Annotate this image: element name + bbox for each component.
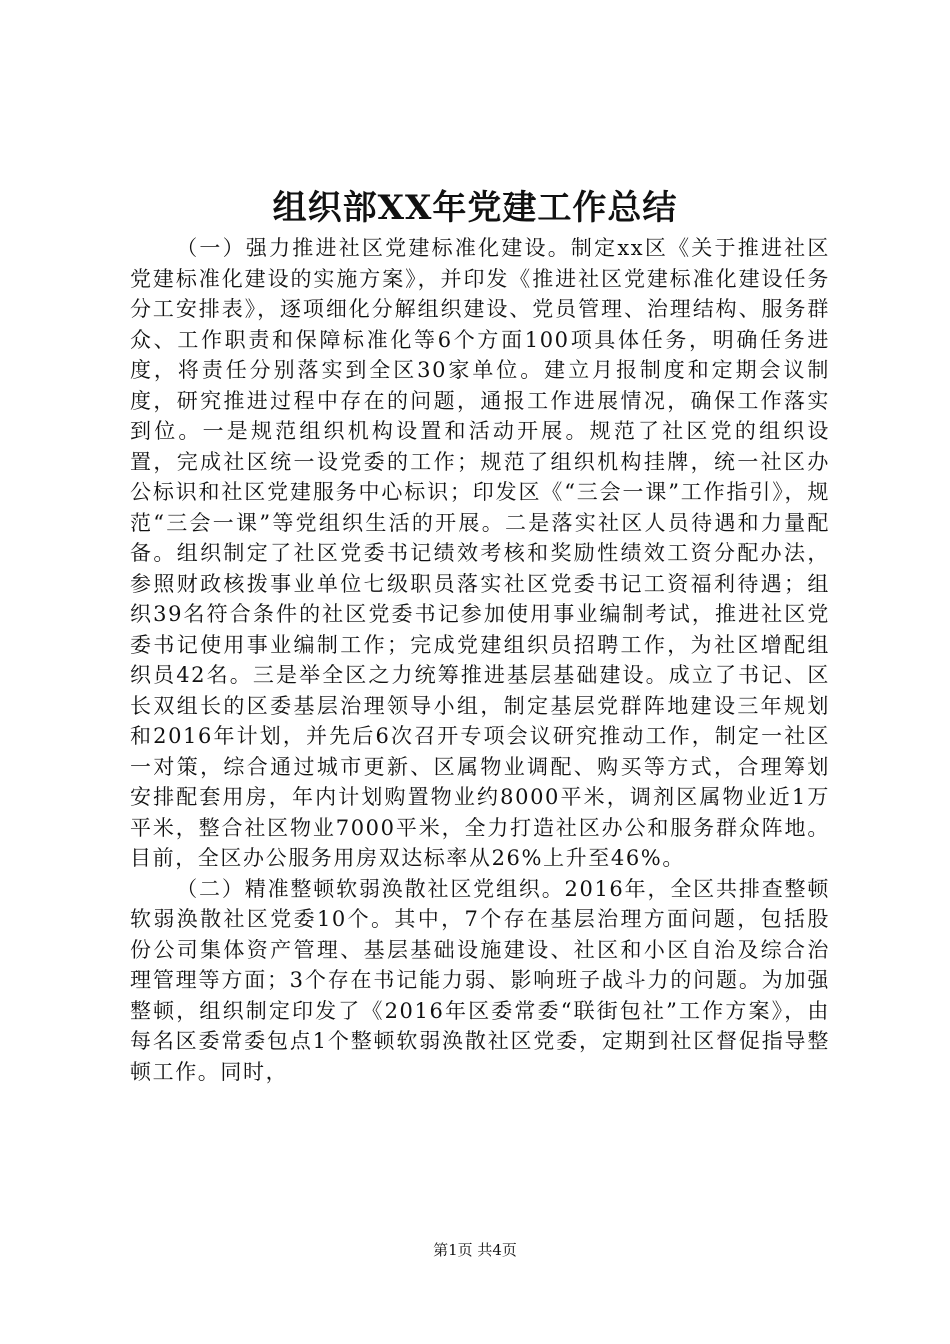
paragraph-1: （一）强力推进社区党建标准化建设。制定xx区《关于推进社区党建标准化建设的实施方案》，并印发《推进社区党建标准化建设任务分工安排表》，逐项细化分解组织建设、党员管理、治理结构、服务群众、工作职责和保障标准化等6个方面100项具体任务，明确任务进度，将责任分别落实到全区30家单位。建立月报制度和定期会议制度，研究推进过程中存在的问题，通报工作进展情况，确保工作落实到位。一是规范组织机构设置和活动开展。规范了社区党的组织设置，完成社区统一设党委的工作；规范了组织机构挂牌，统一社区办公标识和社区党建服务中心标识；印发区《“三会一课”工作指引》，规范“三会一课”等党组织生活的开展。二是落实社区人员待遇和力量配备。组织制定了社区党委书记绩效考核和奖励性绩效工资分配办法，参照财政核拨事业单位七级职员落实社区党委书记工资福利待遇；组织39名符合条件的社区党委书记参加使用事业编制考试，推进社区党委书记使用事业编制工作；完成党建组织员招聘工作，为社区增配组织员42名。三是举全区之力统筹推进基层基础建设。成立了书记、区长双组长的区委基层治理领导小组，制定基层党群阵地建设三年规划和2016年计划，并先后6次召开专项会议研究推动工作，制定一社区一对策，综合通过城市更新、区属物业调配、购买等方式，合理筹划安排配套用房，年内计划购置物业约8000平米，调剂区属物业近1万平米，整合社区物业7000平米，全力打造社区办公和服务群众阵地。目前，全区办公服务用房双达标率从26%上升至46%。 bbox=[130, 236, 830, 870]
document-body bbox=[130, 233, 830, 1087]
paragraph-2: （二）精准整顿软弱涣散社区党组织。2016年，全区共排查整顿软弱涣散社区党委10个。其中，7个存在基层治理方面问题，包括股份公司集体资产管理、基层基础设施建设、社区和小区自治及综合治理管理等方面；3个存在书记能力弱、影响班子战斗力的问题。为加强整顿，组织制定印发了《2016年区委常委“联街包社”工作方案》，由每名区委常委包点1个整顿软弱涣散社区党委，定期到社区督促指导整顿工作。同时， bbox=[130, 876, 830, 1084]
document-title: 组织部XX年党建工作总结 bbox=[272, 188, 678, 228]
page-footer: 第1页 共4页 bbox=[433, 1241, 517, 1259]
